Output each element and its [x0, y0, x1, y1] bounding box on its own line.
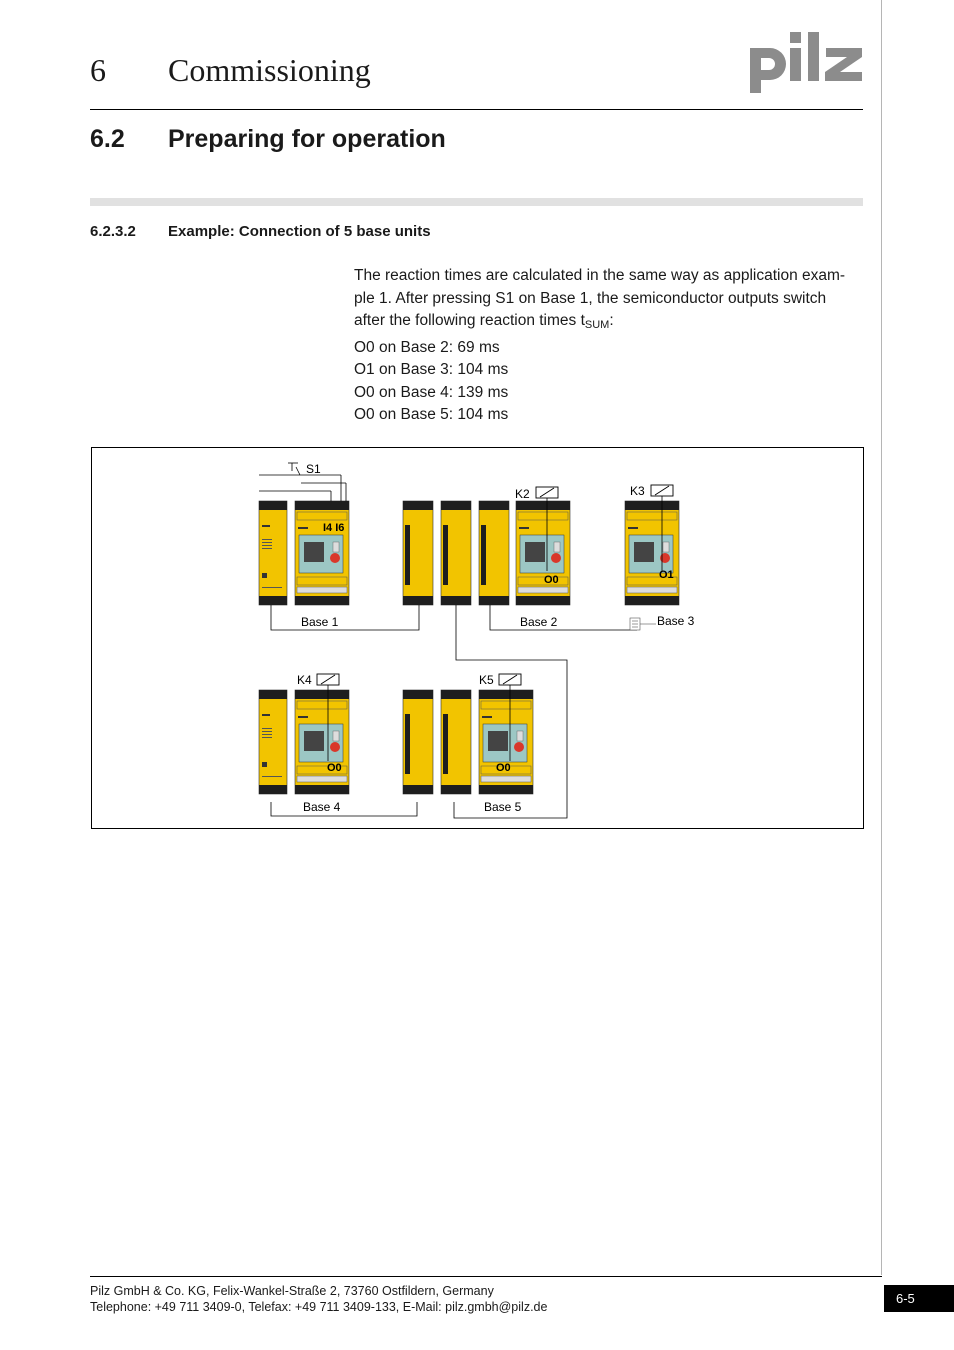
- base-2-label: Base 2: [520, 615, 558, 629]
- footer-line: Pilz GmbH & Co. KG, Felix-Wankel-Straße 2, 73760 Ostfildern, Germany: [90, 1284, 494, 1298]
- base5-main-module: [479, 690, 533, 794]
- body-line: ple 1. After pressing S1 on Base 1, the semiconductor outputs switch: [354, 289, 827, 307]
- output-label-base3: O1: [659, 569, 674, 581]
- header-rule: [90, 109, 863, 110]
- relay-k3-symbol: [651, 485, 673, 496]
- base-3-label: Base 3: [657, 614, 695, 628]
- link-module: [441, 690, 471, 794]
- relay-k4-label: K4: [297, 673, 312, 687]
- reaction-time-item: O1 on Base 3: 104 ms: [354, 361, 509, 379]
- footer-rule: [90, 1276, 882, 1277]
- relay-k5-label: K5: [479, 673, 494, 687]
- base1-expansion-module: [259, 501, 287, 605]
- reaction-time-item: O0 on Base 5: 104 ms: [354, 405, 509, 423]
- link-module: [403, 501, 433, 605]
- base-1-label: Base 1: [301, 615, 339, 629]
- base1-main-module: [295, 501, 349, 605]
- subsection-number: 6.2.3.2: [90, 223, 136, 240]
- switch-s1-label: S1: [306, 462, 321, 476]
- input-label: I4 I6: [323, 522, 345, 534]
- reaction-times-list: [354, 337, 508, 426]
- page-number: 6-5: [884, 1285, 954, 1312]
- base4-expansion-module: [259, 690, 287, 794]
- relay-k2-symbol: [536, 487, 558, 498]
- output-label-base2: O0: [544, 574, 559, 586]
- relay-k4-symbol: [317, 674, 339, 685]
- wiring-diagram-frame: [91, 447, 864, 829]
- reaction-time-item: O0 on Base 2: 69 ms: [354, 339, 500, 356]
- chapter-title: Commissioning: [168, 52, 371, 88]
- terminal-connector-icon: [630, 618, 656, 630]
- switch-s1-symbol: [259, 463, 346, 501]
- output-label-base5: O0: [496, 762, 511, 774]
- base-4-label: Base 4: [303, 800, 341, 814]
- output-label-base4: O0: [327, 762, 342, 774]
- body-line: The reaction times are calculated in the same way as application exam-: [354, 267, 846, 284]
- link-module: [479, 501, 509, 605]
- chapter-number: 6: [90, 52, 106, 88]
- reaction-time-item: O0 on Base 4: 139 ms: [354, 383, 509, 401]
- wiring-diagram: [92, 448, 863, 828]
- relay-k3-label: K3: [630, 484, 645, 498]
- link-module: [403, 690, 433, 794]
- link-module: [441, 501, 471, 605]
- body-line: after the following reaction times $t_{SUM}$:: [354, 312, 614, 331]
- base4-main-module: [295, 690, 349, 794]
- margin-rule: [881, 0, 882, 1275]
- footer-line: Telephone: +49 711 3409-0, Telefax: +49 711 3409-133, E-Mail: pilz.gmbh@pilz.de: [90, 1300, 548, 1314]
- base-5-label: Base 5: [484, 800, 522, 814]
- section-divider: [90, 198, 863, 206]
- subsection-title: Example: Connection of 5 base units: [168, 223, 431, 240]
- footer-address: [90, 1283, 547, 1315]
- base3-main-module: [625, 501, 679, 605]
- base2-main-module: [516, 501, 570, 605]
- body-paragraph: [354, 265, 866, 337]
- section-number: 6.2: [90, 125, 125, 153]
- relay-k2-label: K2: [515, 487, 530, 501]
- subscript-sum: SUM: [584, 319, 610, 331]
- section-title: Preparing for operation: [168, 125, 446, 153]
- relay-k5-symbol: [499, 674, 521, 685]
- pilz-logo: [748, 28, 866, 96]
